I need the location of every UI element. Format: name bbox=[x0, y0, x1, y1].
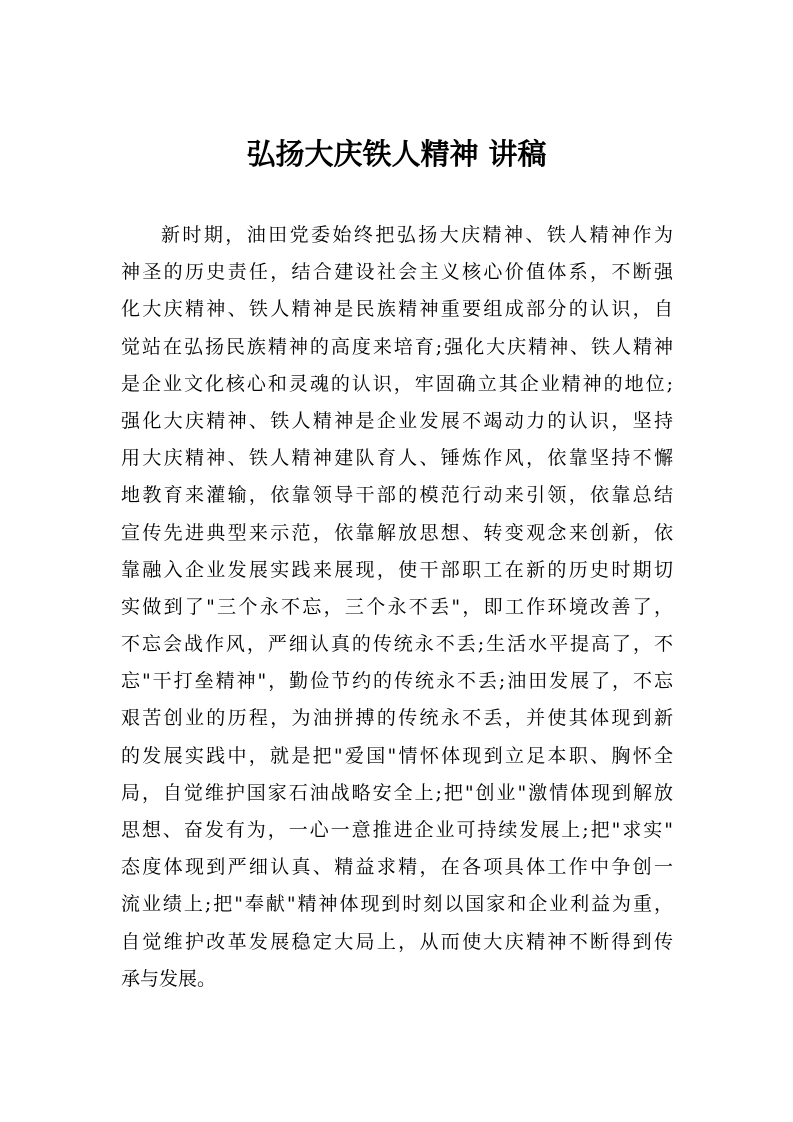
body-line: 忘"干打垒精神"，勤俭节约的传统永不丢;油田发展了，不忘 bbox=[121, 670, 673, 693]
body-line: 强化大庆精神、铁人精神是企业发展不竭动力的认识，坚持 bbox=[121, 409, 673, 432]
body-line: 觉站在弘扬民族精神的高度来培育;强化大庆精神、铁人精神 bbox=[121, 335, 673, 358]
body-line: 局，自觉维护国家石油战略安全上;把"创业"激情体现到解放 bbox=[121, 781, 673, 804]
body-line: 流业绩上;把"奉献"精神体现到时刻以国家和企业利益为重， bbox=[121, 893, 673, 916]
body-line: 承与发展。 bbox=[121, 967, 217, 990]
body-line: 不忘会战作风，严细认真的传统永不丢;生活水平提高了，不 bbox=[121, 633, 673, 656]
body-line: 新时期，油田党委始终把弘扬大庆精神、铁人精神作为 bbox=[161, 224, 673, 246]
body-line: 化大庆精神、铁人精神是民族精神重要组成部分的认识，自 bbox=[121, 298, 673, 321]
body-line: 宣传先进典型来示范，依靠解放思想、转变观念来创新，依 bbox=[121, 521, 673, 544]
body-line: 自觉维护改革发展稳定大局上，从而使大庆精神不断得到传 bbox=[121, 930, 673, 953]
body-line: 地教育来灌输，依靠领导干部的模范行动来引领，依靠总结 bbox=[121, 484, 673, 507]
body-line: 用大庆精神、铁人精神建队育人、锤炼作风，依靠坚持不懈 bbox=[121, 447, 673, 470]
body-line: 靠融入企业发展实践来展现，使干部职工在新的历史时期切 bbox=[121, 558, 673, 581]
body-line: 实做到了"三个永不忘，三个永不丢"，即工作环境改善了， bbox=[121, 595, 673, 618]
body-line: 是企业文化核心和灵魂的认识，牢固确立其企业精神的地位; bbox=[121, 372, 673, 395]
body-line: 态度体现到严细认真、精益求精，在各项具体工作中争创一 bbox=[121, 856, 673, 879]
document-title: 弘扬大庆铁人精神 讲稿 bbox=[246, 137, 547, 171]
body-line: 的发展实践中，就是把"爱国"情怀体现到立足本职、胸怀全 bbox=[121, 744, 673, 767]
body-line: 思想、奋发有为，一心一意推进企业可持续发展上;把"求实" bbox=[121, 819, 673, 841]
body-line: 艰苦创业的历程，为油拼搏的传统永不丢，并使其体现到新 bbox=[121, 707, 673, 730]
body-line: 神圣的历史责任，结合建设社会主义核心价值体系，不断强 bbox=[121, 261, 673, 284]
document-body bbox=[121, 217, 673, 998]
